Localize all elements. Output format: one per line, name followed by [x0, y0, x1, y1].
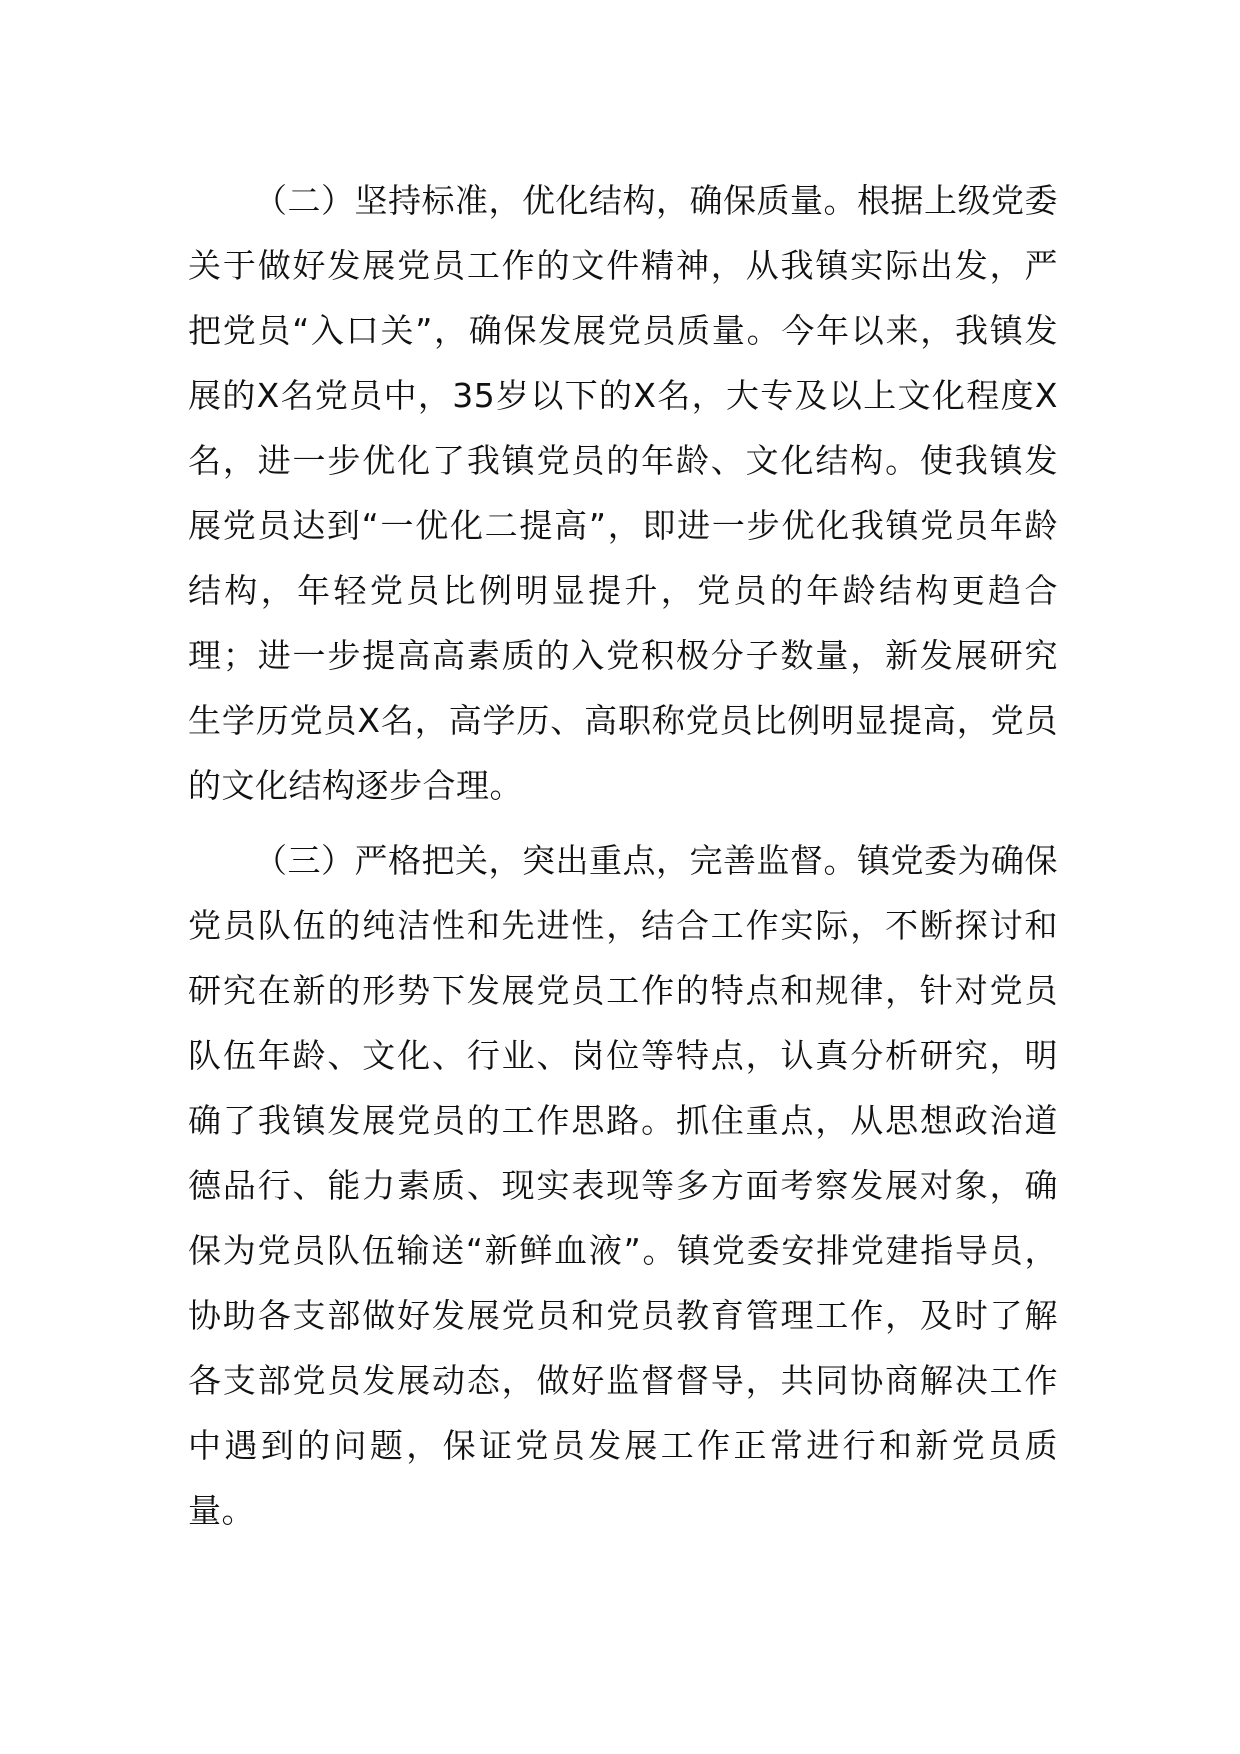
- paragraph-section-three: （三）严格把关，突出重点，完善监督。镇党委为确保党员队伍的纯洁性和先进性，结合工作实际，不断探讨和研究在新的形势下发展党员工作的特点和规律，针对党员队伍年龄、文化、行业、岗位等特点，认真分析研究，明确了我镇发展党员的工作思路。抓住重点，从思想政治道德品行、能力素质、现实表现等多方面考察发展对象，确保为党员队伍输送“新鲜血液”。镇党委安排党建指导员，协助各支部做好发展党员和党员教育管理工作，及时了解各支部党员发展动态，做好监督督导，共同协商解决工作中遇到的问题，保证党员发展工作正常进行和新党员质量。: [188, 841, 1058, 1530]
- document-body: [188, 168, 1058, 1543]
- paragraph-section-two: （二）坚持标准，优化结构，确保质量。根据上级党委关于做好发展党员工作的文件精神，从我镇实际出发，严把党员“入口关”，确保发展党员质量。今年以来，我镇发展的X名党员中，35岁以下的X名，大专及以上文化程度X名，进一步优化了我镇党员的年龄、文化结构。使我镇发展党员达到“一优化二提高”，即进一步优化我镇党员年龄结构，年轻党员比例明显提升，党员的年龄结构更趋合理；进一步提高高素质的入党积极分子数量，新发展研究生学历党员X名，高学历、高职称党员比例明显提高，党员的文化结构逐步合理。: [188, 181, 1058, 805]
